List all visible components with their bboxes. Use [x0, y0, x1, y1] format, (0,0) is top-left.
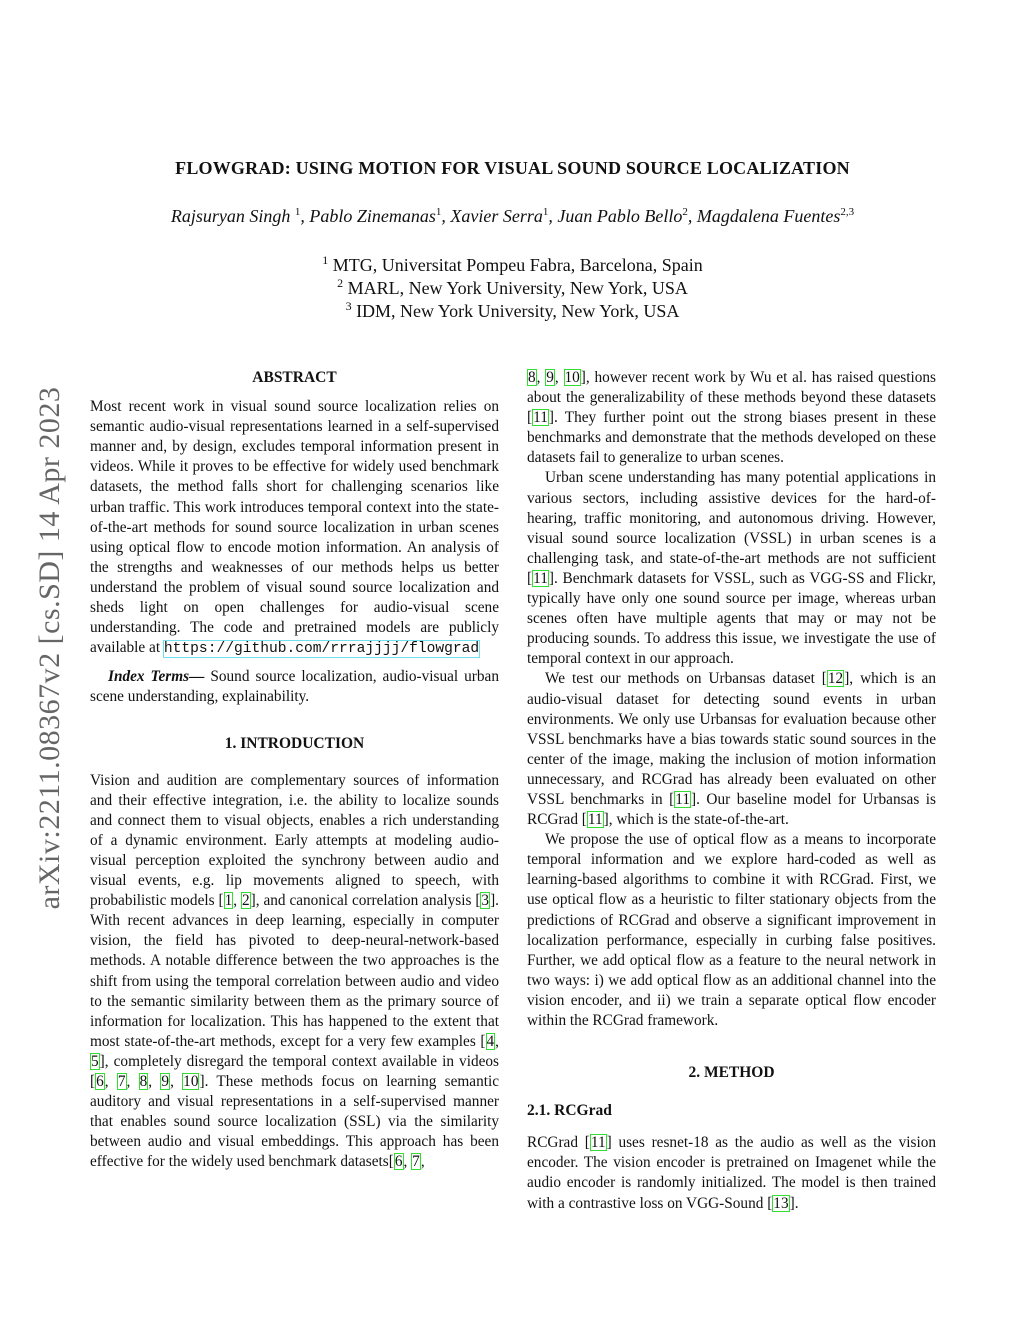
citation-link[interactable]: 8	[139, 1073, 148, 1090]
citation-link[interactable]: 13	[773, 1194, 789, 1212]
right-column	[527, 368, 936, 1214]
introduction-continued: 8, 9, 10], however recent work by Wu et al. has raised questions about the generalizability of these methods beyond these datasets [11]. They further point out the strong biases present in these benchmarks and demonstrate that the methods developed on these datasets fail to generalize to urban scenes.	[527, 369, 936, 467]
method-heading: 2. METHOD	[688, 1064, 775, 1082]
citation-link[interactable]: 8	[528, 369, 536, 386]
author-name: Juan Pablo Bello	[557, 206, 683, 226]
citation-link[interactable]: 1	[224, 892, 233, 910]
author-name: Magdalena Fuentes	[696, 206, 841, 226]
introduction-heading: 1. INTRODUCTION	[224, 734, 365, 752]
citation-link[interactable]: 7	[412, 1153, 420, 1171]
abstract-heading: ABSTRACT	[252, 369, 337, 386]
citation-link[interactable]: 11	[533, 409, 548, 427]
citation-link[interactable]: 9	[546, 369, 554, 386]
author-list: Rajsuryan Singh $^1$, Pablo Zinemanas$^1$, Xavier Serra$^1$, Juan Pablo Bello$^2$, Magdalena Fuentes$^{2,3}$	[170, 206, 855, 226]
code-repo-link[interactable]: https://github.com/rrrajjjj/flowgrad	[163, 641, 480, 658]
author-affil-mark: 1	[294, 206, 301, 218]
index-terms: Index Terms— Sound source localization, audio-visual urban scene understanding, explainability.	[90, 668, 499, 706]
citation-link[interactable]: 4	[486, 1032, 495, 1050]
citation-link[interactable]: 3	[481, 892, 490, 910]
citation-link[interactable]: 2	[241, 892, 250, 910]
author-name: Rajsuryan Singh	[170, 206, 291, 226]
citation-link[interactable]: 11	[590, 1134, 606, 1152]
author-affil-mark: 1	[542, 206, 549, 218]
affiliation-line: $^1$ MTG, Universitat Pompeu Fabra, Barcelona, Spain	[322, 253, 703, 275]
citation-link[interactable]: 11	[533, 569, 548, 587]
abstract-body: Most recent work in visual sound source localization relies on semantic audio-visual representations learned in a self-supervised manner and, by design, excludes temporal information present in videos. While it proves to be effective for widely used benchmark datasets, the method falls short for challenging scenarios like urban traffic. This work introduces temporal context into the state-of-the-art methods for sound source localization in urban scenes using optical flow to encode motion information. An analysis of the strengths and weaknesses of our methods helps us better understand the problem of visual sound source localization and sheds light on open challenges for audio-visual scene understanding. The code and pretrained models are publicly available at https://github.com/rrrajjjj/flowgrad	[90, 398, 499, 658]
introduction-body: Vision and audition are complementary sources of information and their effective integration, i.e. the ability to localize sounds and connect them to visual objects, enables a rich understanding of a dynamic environment. Early attempts at modeling audio-visual perception exploited the synchrony between audio and visual events, e.g. lip movements aligned to speech, with probabilistic models [1, 2], and canonical correlation analysis [3]. With recent advances in deep learning, especially in computer vision, the field has pivoted to deep-neural-network-based methods. A notable difference between the two approaches is the shift from using the temporal correlation between audio and video to the semantic similarity between them as the primary source of information for localization. This has happened to the extent that most state-of-the-art methods, except for a very few examples [4, 5], completely disregard the temporal context available in videos [6, 7, 8, 9, 10]. These methods focus on learning semantic auditory and visual representations in a self-supervised manner that enables sound source localization (SSL) via the similarity between audio and visual embeddings. This approach has been effective for the widely used benchmark datasets[6, 7,	[90, 771, 500, 1171]
citation-link[interactable]: 11	[675, 790, 690, 808]
author-affil-mark: 2,3	[840, 206, 855, 218]
citation-link[interactable]: 7	[117, 1073, 126, 1090]
paragraph-proposal: We propose the use of optical flow as a means to incorporate temporal information and we explore hard-coded as well as learning-based algorithms to combine it with RCGrad. First, we use optical flow as a heuristic to filter stationary objects from the predictions of RCGrad and observe a significant improvement in localization performance, especially in curbing false positives. Further, we add optical flow as a feature to the neural network in two ways: i) we add optical flow as an additional channel into the vision encoder, and ii) we train a separate optical flow encoder within the RCGrad framework.	[527, 831, 936, 1029]
citation-link[interactable]: 6	[394, 1153, 403, 1171]
paragraph-urban-scenes: Urban scene understanding has many potential applications in various sectors, including assistive devices for the hard-of-hearing, traffic monitoring, and autonomous driving. However, visual sound source localization (VSSL) in urban scenes is a challenging task, and state-of-the-art methods are not sufficient [11]. Benchmark datasets for VSSL, such as VGG-SS and Flickr, typically have only one sound source per image, whereas urban scenes often have multiple agents that may or may not be producing sounds. To address this issue, we investigate the use of temporal context in our approach.	[527, 469, 936, 668]
citation-link[interactable]: 10	[183, 1073, 199, 1090]
author-affil-mark: 1	[435, 206, 442, 218]
author-name: Xavier Serra	[450, 206, 543, 226]
affiliation-line: $^3$ IDM, New York University, New York, USA	[345, 299, 680, 321]
citation-link[interactable]: 5	[91, 1052, 99, 1070]
author-name: Pablo Zinemanas	[309, 206, 436, 226]
paragraph-rcgrad: RCGrad [11] uses resnet-18 as the audio as well as the vision encoder. The vision encoder is pretrained on Imagenet while the audio encoder is randomly initialized. The model is then trained with a contrastive loss on VGG-Sound [13].	[527, 1134, 936, 1212]
citation-link[interactable]: 10	[564, 369, 580, 386]
paragraph-urbansas: We test our methods on Urbansas dataset [12], which is an audio-visual dataset for detecting sound events in urban environments. We only use Urbansas for evaluation because other VSSL benchmarks have a bias towards static sound sources in the center of the image, making the inclusion of motion information unnecessary, and RCGrad has already been evaluated on other VSSL benchmarks in [11]. Our baseline model for Urbansas is RCGrad [11], which is the state-of-the-art.	[527, 670, 937, 829]
citation-link[interactable]: 11	[587, 811, 603, 829]
paper-title: FLOWGRAD: USING MOTION FOR VISUAL SOUND SOURCE LOCALIZATION	[175, 158, 850, 178]
author-affil-mark: 2	[682, 206, 688, 218]
arxiv-identifier: arXiv:2211.08367v2 [cs.SD] 14 Apr 2023	[33, 386, 66, 909]
index-terms-label: Index Terms—	[108, 668, 205, 686]
citation-link[interactable]: 9	[161, 1073, 170, 1090]
left-column	[90, 368, 499, 1172]
rcgrad-heading: 2.1. RCGrad	[527, 1102, 612, 1120]
citation-link[interactable]: 12	[827, 670, 844, 688]
affiliation-line: $^2$ MARL, New York University, New York, USA	[337, 276, 688, 298]
affiliations	[90, 254, 935, 323]
citation-link[interactable]: 6	[96, 1073, 104, 1090]
